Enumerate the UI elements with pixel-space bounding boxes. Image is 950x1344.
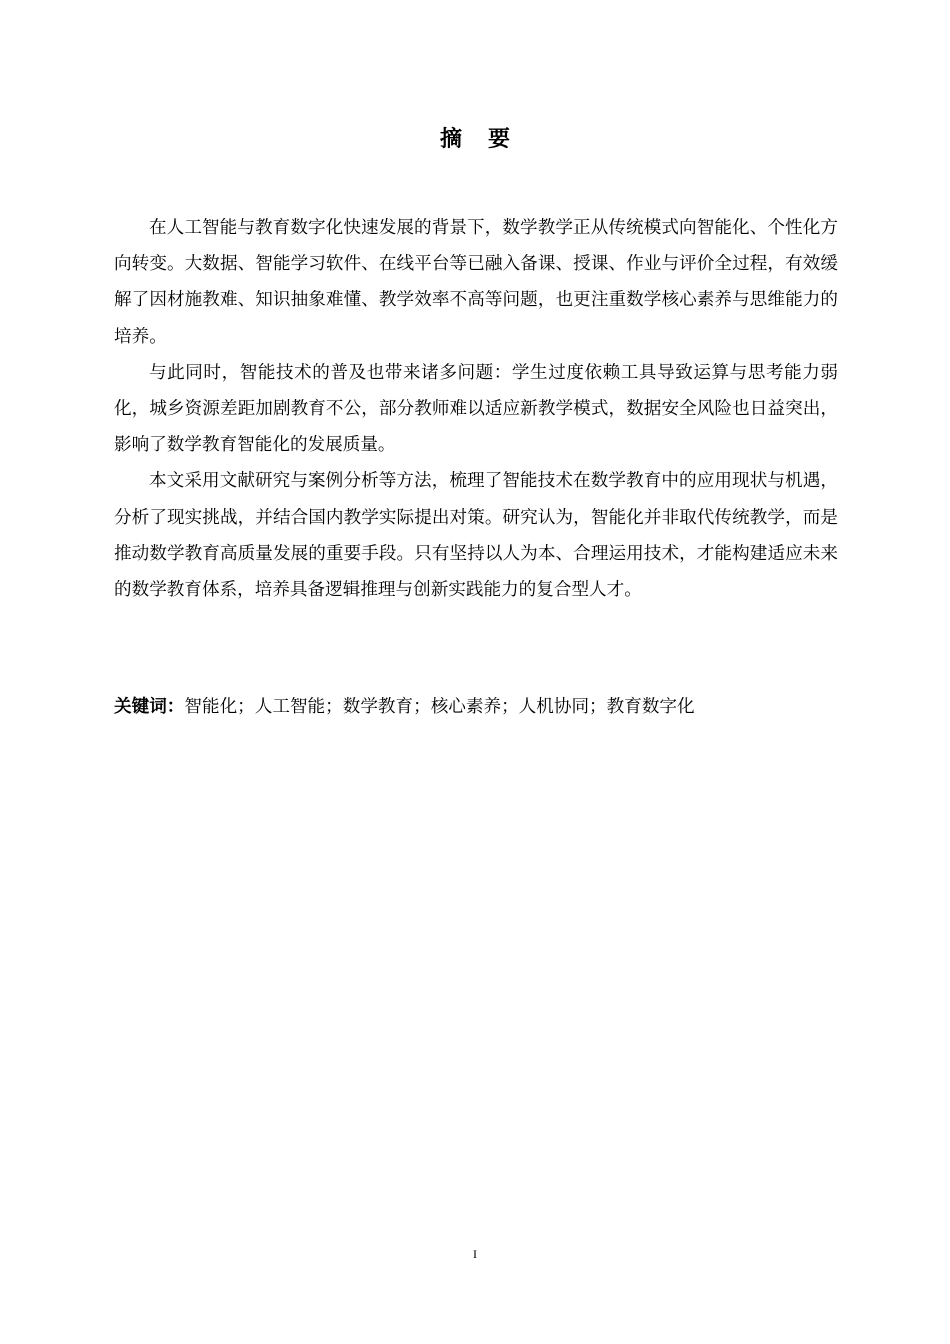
keywords-label: 关键词： bbox=[114, 697, 185, 717]
abstract-paragraph-1: 在人工智能与教育数字化快速发展的背景下，数学教学正从传统模式向智能化、个性化方向转变。大数据、智能学习软件、在线平台等已融入备课、授课、作业与评价全过程，有效缓解了因材施教难、知识抽象难懂、教学效率不高等问题，也更注重数学核心素养与思维能力的培养。 bbox=[114, 218, 838, 347]
abstract-paragraph-2: 与此同时，智能技术的普及也带来诸多问题：学生过度依赖工具导致运算与思考能力弱化，城乡资源差距加剧教育不公，部分教师难以适应新教学模式，数据安全风险也日益突出，影响了数学教育智能化的发展质量。 bbox=[114, 362, 838, 456]
abstract-paragraph-3: 本文采用文献研究与案例分析等方法，梳理了智能技术在数学教育中的应用现状与机遇，分析了现实挑战，并结合国内教学实际提出对策。研究认为，智能化并非取代传统教学，而是推动数学教育高质量发展的重要手段。只有坚持以人为本、合理运用技术，才能构建适应未来的数学教育体系，培养具备逻辑推理与创新实践能力的复合型人才。 bbox=[114, 471, 838, 601]
page-title: 摘要 bbox=[439, 127, 536, 152]
keywords-list: 智能化；人工智能；数学教育；核心素养；人机协同；教育数字化 bbox=[184, 697, 695, 717]
page-number: I bbox=[473, 1247, 477, 1261]
abstract-body bbox=[114, 210, 838, 608]
keywords-line bbox=[114, 689, 838, 725]
